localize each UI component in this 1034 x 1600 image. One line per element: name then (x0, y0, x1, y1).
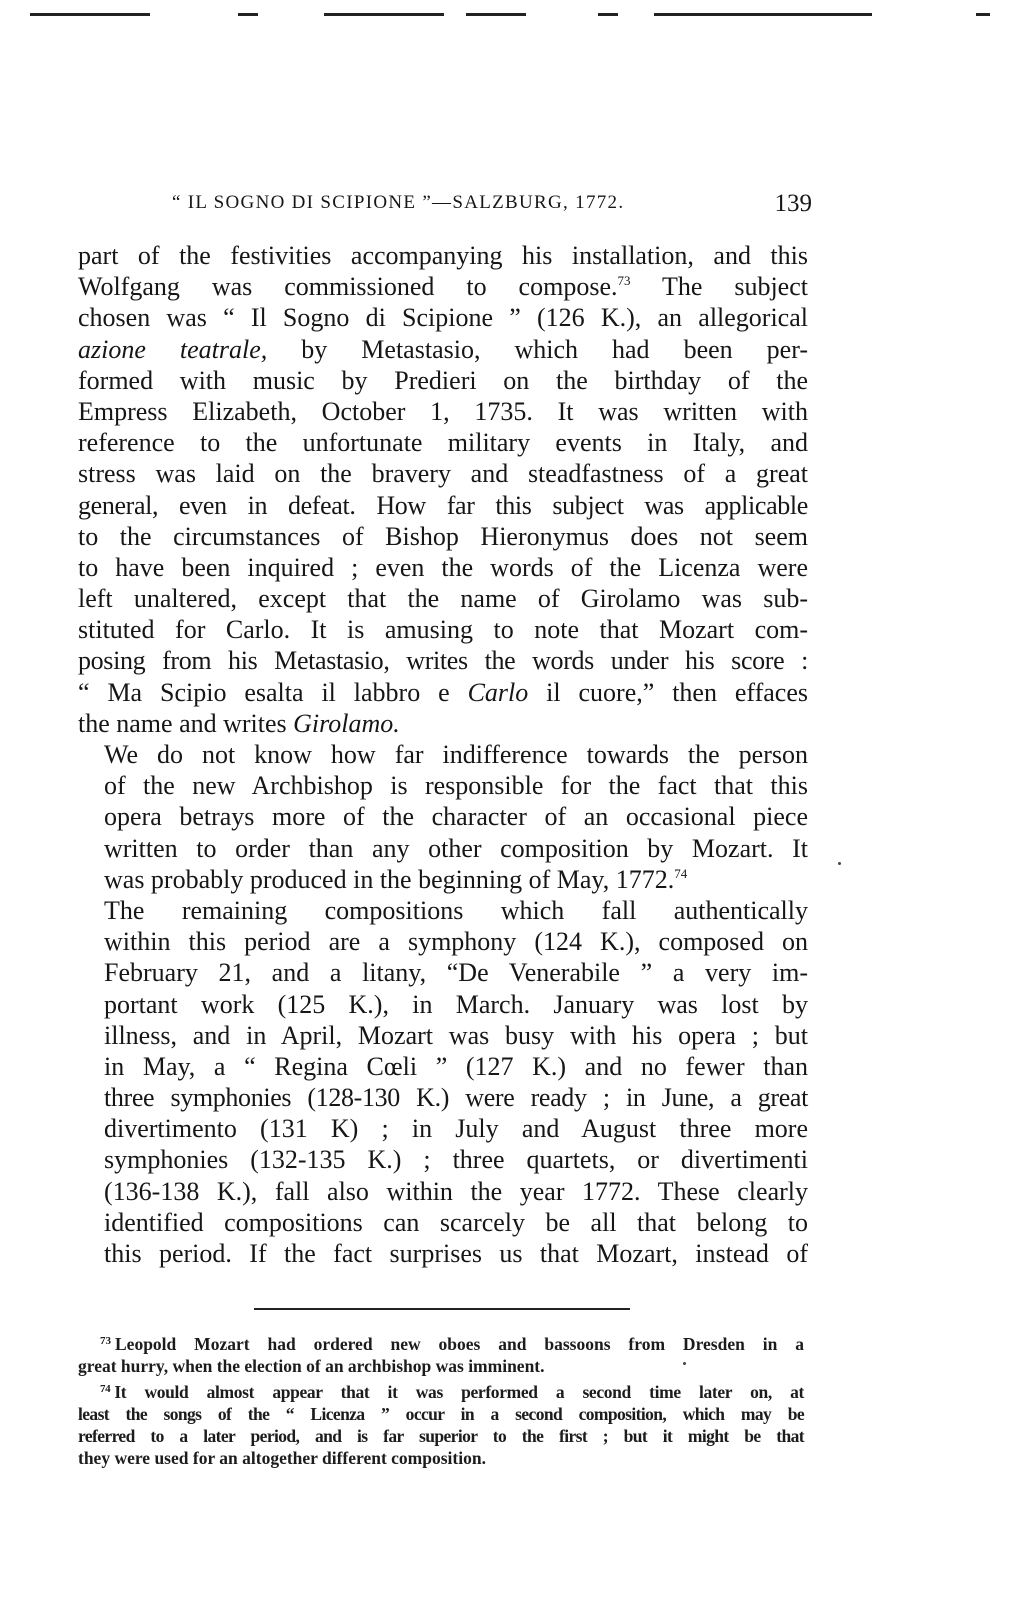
text-line: reference to the unfortunate military events in Italy, and (78, 428, 808, 458)
text-line: the name and writes Girolamo. (78, 708, 400, 738)
text-line: portant work (125 K.), in March. January was lost by (104, 989, 808, 1019)
text-line: formed with music by Predieri on the birthday of the (78, 365, 808, 395)
text-line: February 21, and a litany, “De Venerabile ” a very im- (104, 958, 808, 988)
footnote-line: referred to a later period, and is far superior to the first ; but it might be that (78, 1426, 804, 1446)
text-line: in May, a “ Regina Cœli ” (127 K.) and no fewer than (104, 1051, 808, 1081)
footnote-ref-73: 73 (617, 273, 631, 289)
text-line: left unaltered, except that the name of Girolamo was sub- (78, 584, 808, 614)
text-line: to the circumstances of Bishop Hieronymus does not seem (78, 521, 808, 551)
scan-edge-artifact (0, 12, 1034, 18)
body-text (78, 240, 808, 1269)
text-line: was probably produced in the beginning of May, 1772.74 (104, 864, 688, 894)
page-number: 139 (774, 190, 812, 217)
text-line: three symphonies (128-130 K.) were ready ; in June, a great (104, 1083, 808, 1113)
footnote-divider (254, 1308, 630, 1310)
running-title: “ IL SOGNO DI SCIPIONE ”—SALZBURG, 1772. (172, 192, 625, 213)
footnote-line: least the songs of the “ Licenza ” occur in a second composition, which may be (78, 1404, 804, 1424)
text-line: this period. If the fact surprises us that Mozart, instead of (104, 1239, 808, 1268)
text-line: general, even in defeat. How far this subject was applicable (78, 490, 808, 520)
text-line: identified compositions can scarcely be all that belong to (104, 1207, 808, 1237)
text-line: posing from his Metastasio, writes the words under his score : (78, 646, 808, 676)
scan-speck (838, 862, 841, 865)
text-line: written to order than any other composition by Mozart. It (104, 833, 808, 863)
text-line: opera betrays more of the character of an occasional piece (104, 802, 808, 832)
footnote-line: they were used for an altogether different composition. (78, 1448, 486, 1468)
paragraph-1 (78, 240, 808, 739)
text-line: part of the festivities accompanying his installation, and this (78, 241, 808, 270)
text-line: Empress Elizabeth, October 1, 1735. It was written with (78, 396, 808, 426)
text-line: The remaining compositions which fall authentically (104, 895, 808, 925)
footnote-ref-74: 74 (674, 865, 688, 881)
footnote-mark: 73 (100, 1335, 111, 1347)
text-line: of the new Archbishop is responsible for the fact that this (104, 771, 808, 801)
footnote-73 (78, 1333, 804, 1377)
footnotes (78, 1333, 804, 1473)
footnote-line: $^{74}$ It would almost appear that it was performed a second time later on, at (100, 1382, 804, 1402)
footnote-line: $^{73}$ Leopold Mozart had ordered new oboes and bassoons from Dresden in a (100, 1334, 804, 1354)
text-line: Wolfgang was commissioned to compose.$^{73}$ The subject (78, 272, 808, 302)
footnote-line: great hurry, when the election of an archbishop was imminent. (78, 1356, 545, 1376)
text-line: symphonies (132-135 K.) ; three quartets, or divertimenti (104, 1145, 808, 1175)
paragraph-2 (78, 739, 808, 895)
text-line: stress was laid on the bravery and steadfastness of a great (78, 459, 808, 489)
text-line: to have been inquired ; even the words of the Licenza were (78, 552, 808, 582)
scan-speck (683, 1362, 686, 1365)
text-line: illness, and in April, Mozart was busy with his opera ; but (104, 1020, 808, 1050)
text-line: We do not know how far indifference towards the person (104, 740, 808, 769)
text-line: divertimento (131 K) ; in July and August three more (104, 1114, 808, 1144)
paragraph-3 (78, 895, 808, 1269)
text-line: azione teatrale, by Metastasio, which had been per- (78, 334, 808, 364)
text-line: stituted for Carlo. It is amusing to note that Mozart com- (78, 615, 808, 645)
text-line: “ Ma Scipio esalta il labbro e Carlo il cuore,” then effaces (78, 677, 808, 707)
text-line: within this period are a symphony (124 K.), composed on (104, 927, 808, 957)
text-line: (136-138 K.), fall also within the year 1772. These clearly (104, 1176, 808, 1206)
text-line: chosen was “ Il Sogno di Scipione ” (126 K.), an allegorical (78, 303, 808, 333)
footnote-mark: 74 (100, 1383, 111, 1395)
running-head (172, 192, 812, 228)
footnote-74 (78, 1381, 804, 1469)
